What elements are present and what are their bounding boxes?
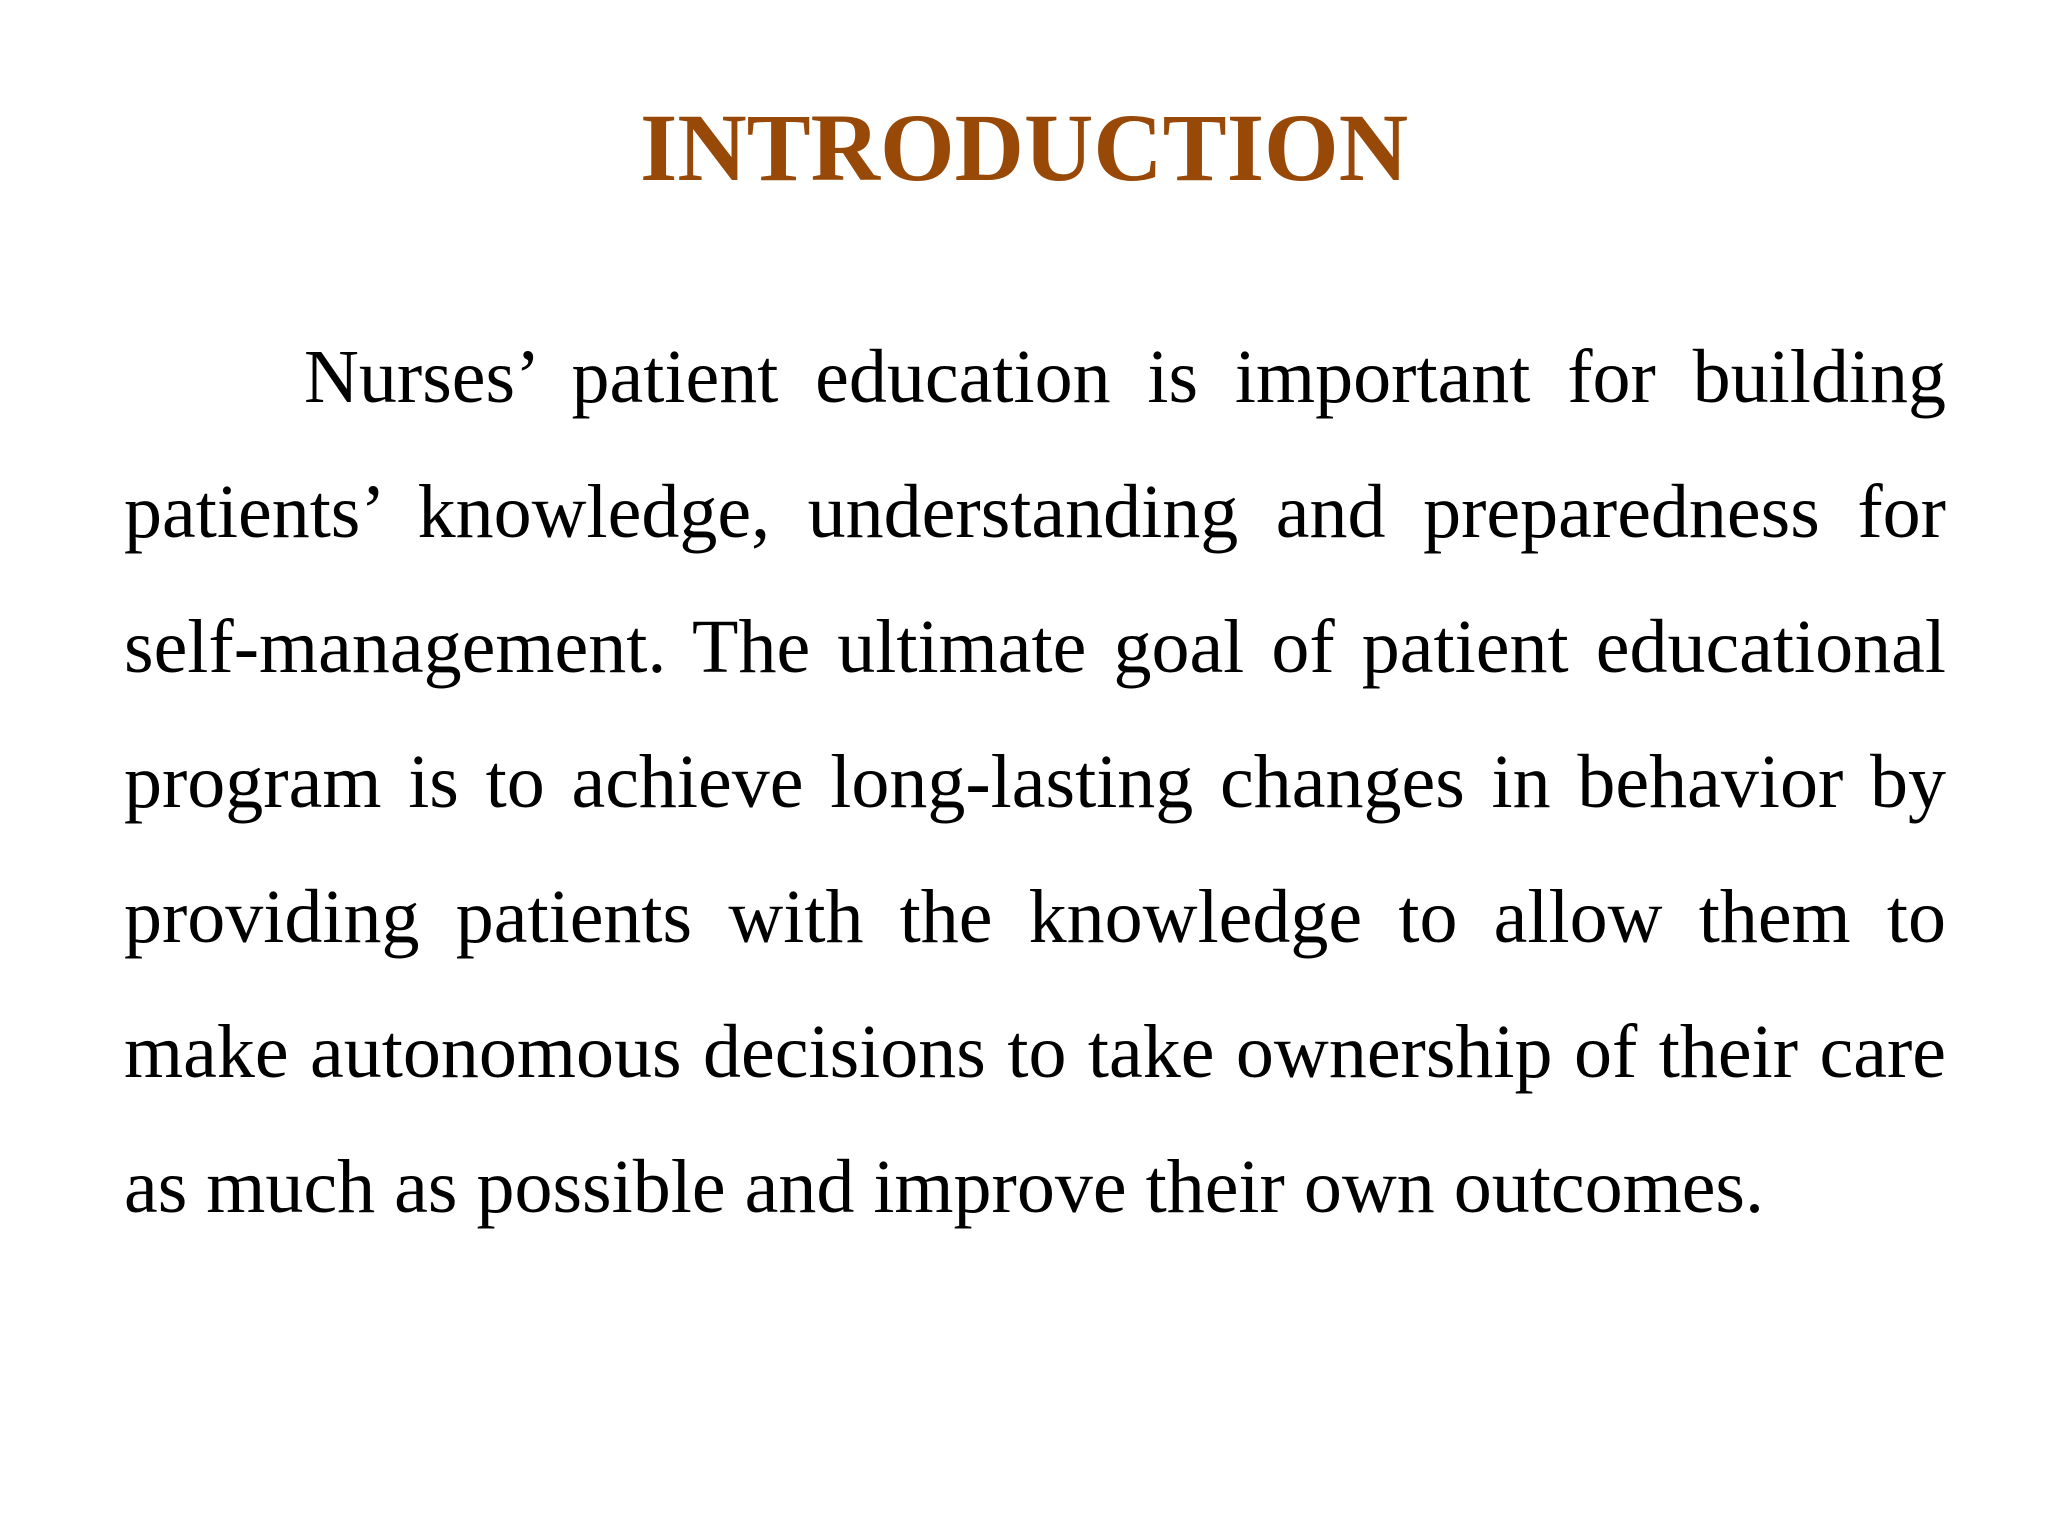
slide-title: INTRODUCTION (639, 94, 1409, 201)
body-paragraph: Nurses’ patient education is important for building patients’ knowledge, understanding and preparedness for self-management. The ultimate goal of patient educational program is to achieve long-lasting changes in behavior by providing patients with the knowledge to allow them to make autonomous decisions to take ownership of their care as much as possible and improve their own outcomes. (124, 335, 1946, 1229)
